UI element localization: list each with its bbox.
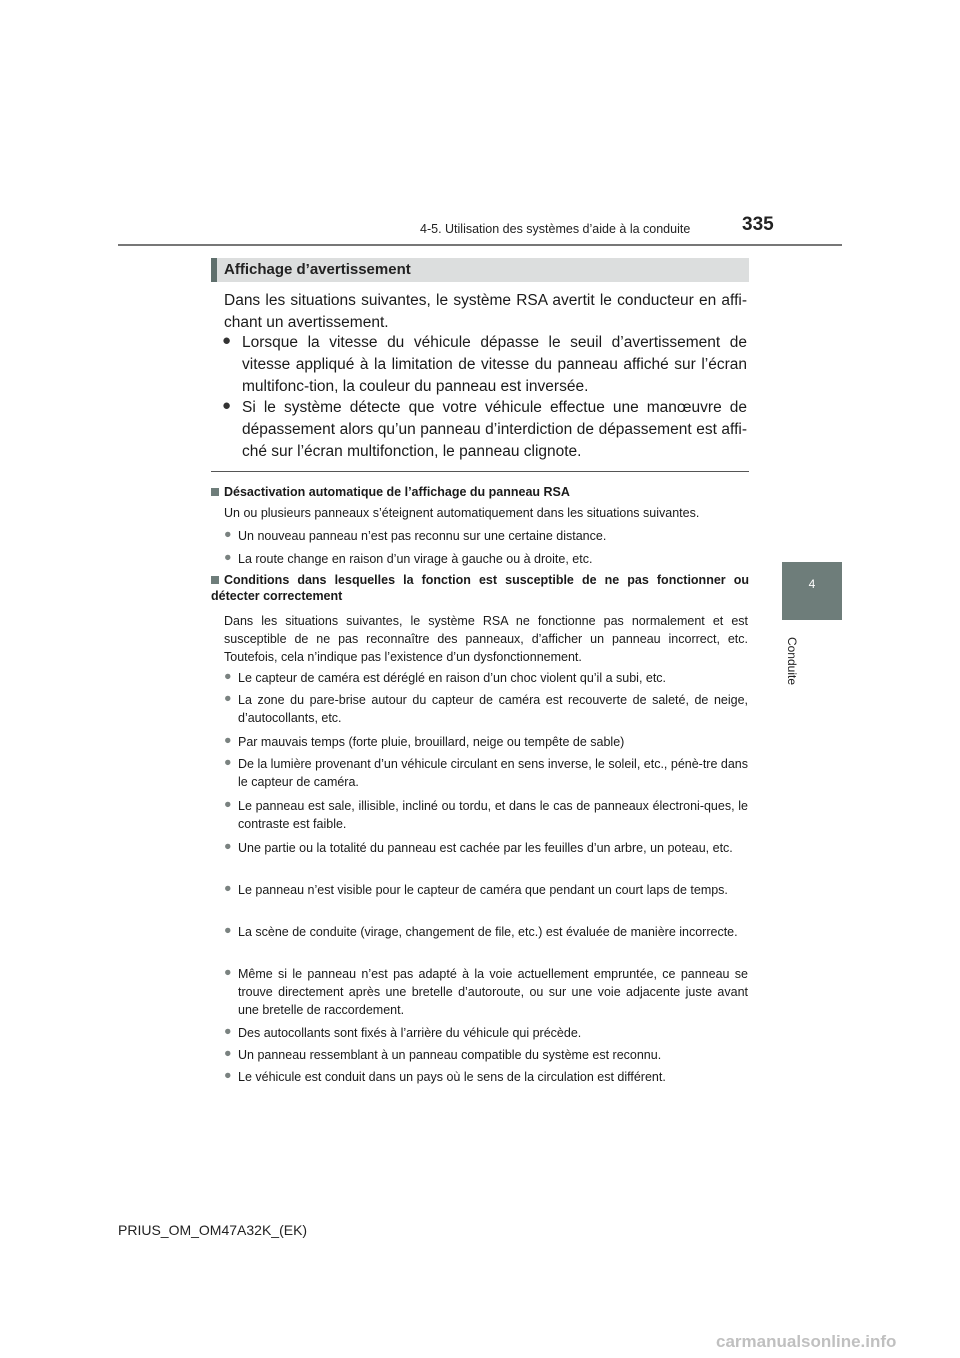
note-bullet-item: La zone du pare-brise autour du capteur de caméra est recouverte de saleté, de neige, d’autocollants, etc.: [238, 693, 748, 725]
bullet-icon: ●: [224, 797, 232, 811]
chapter-tab: [782, 562, 842, 620]
note-heading-text: Conditions dans lesquelles la fonction est susceptible de ne pas fonctionner ou détecter correctement: [211, 573, 749, 603]
note-bullet-item: Le panneau n’est visible pour le capteur de caméra que pendant un court laps de temps.: [238, 883, 728, 897]
intro-paragraph: Dans les situations suivantes, le système RSA avertit le conducteur en affi-chant un avertissement.: [224, 292, 747, 331]
note-bullet-item: Un nouveau panneau n’est pas reconnu sur une certaine distance.: [238, 529, 607, 543]
bullet-icon: ●: [224, 669, 232, 683]
chapter-tab-label: Conduite: [785, 636, 799, 686]
bullet-icon: ●: [224, 691, 232, 705]
note-bullet-item: La scène de conduite (virage, changement de file, etc.) est évaluée de manière incorrecte.: [238, 925, 738, 939]
bullet-icon: ●: [224, 965, 232, 979]
bullet-icon: ●: [224, 923, 232, 937]
bullet-icon: ●: [224, 881, 232, 895]
bullet-icon: ●: [222, 332, 232, 349]
note-bullet-item: Par mauvais temps (forte pluie, brouillard, neige ou tempête de sable): [238, 735, 625, 749]
note-bullet-item: Le capteur de caméra est déréglé en raison d’un choc violent qu’il a subi, etc.: [238, 671, 667, 685]
note-bullet-item: Même si le panneau n’est pas adapté à la voie actuellement empruntée, ce panneau se trouve directement après une bretelle d’autoroute, ou sur une voie adjacente juste avant une bretelle de raccordement.: [238, 967, 748, 1017]
bullet-icon: ●: [224, 733, 232, 747]
section-heading: Affichage d’avertissement: [224, 261, 411, 278]
note-bullet-item: Le panneau est sale, illisible, incliné ou tordu, et dans le cas de panneaux électroni-ques, le contraste est faible.: [238, 799, 748, 831]
note-heading: [211, 572, 749, 604]
separator-rule: [211, 471, 749, 472]
document-footer: PRIUS_OM_OM47A32K_(EK): [118, 1222, 308, 1238]
section-heading-bar: [211, 258, 217, 282]
note-bullet-item: Le véhicule est conduit dans un pays où le sens de la circulation est différent.: [238, 1070, 666, 1084]
square-bullet-icon: [211, 488, 219, 496]
square-bullet-icon: [211, 576, 219, 584]
bullet-icon: ●: [224, 1024, 232, 1038]
bullet-icon: ●: [224, 527, 232, 541]
note-paragraph: Dans les situations suivantes, le système RSA ne fonctionne pas normalement et est susceptible de ne pas reconnaître des panneaux, d’afficher un panneau incorrect, etc. Toutefois, cela n’indique pas l’existence d’un dysfonctionnement.: [224, 614, 748, 664]
page-number: 335: [742, 214, 774, 235]
main-bullet-item: Si le système détecte que votre véhicule effectue une manœuvre de dépassement alors qu’un panneau d’interdiction de dépassement est affi-ché sur l’écran multifonction, le panneau clignote.: [242, 399, 747, 460]
note-bullet-item: La route change en raison d’un virage à gauche ou à droite, etc.: [238, 552, 593, 566]
note-paragraph: Un ou plusieurs panneaux s’éteignent automatiquement dans les situations suivantes.: [224, 506, 700, 520]
bullet-icon: ●: [224, 550, 232, 564]
note-bullet-item: De la lumière provenant d’un véhicule circulant en sens inverse, le soleil, etc., pénè-tre dans le capteur de caméra.: [238, 757, 748, 789]
note-bullet-item: Une partie ou la totalité du panneau est cachée par les feuilles d’un arbre, un poteau, etc.: [238, 841, 733, 855]
bullet-icon: ●: [224, 839, 232, 853]
main-bullet-item: Lorsque la vitesse du véhicule dépasse le seuil d’avertissement de vitesse appliqué à la limitation de vitesse du panneau affiché sur l’écran multifonc-tion, la couleur du panneau est inversée.: [242, 334, 747, 395]
header-rule: [118, 244, 842, 246]
note-bullet-item: Un panneau ressemblant à un panneau compatible du système est reconnu.: [238, 1048, 662, 1062]
note-heading: [211, 484, 749, 500]
watermark: carmanualsonline.info: [716, 1332, 897, 1351]
chapter-tab-number: 4: [808, 577, 816, 591]
note-bullet-item: Des autocollants sont fixés à l’arrière du véhicule qui précède.: [238, 1026, 582, 1040]
note-heading-text: Désactivation automatique de l’affichage du panneau RSA: [224, 485, 570, 499]
bullet-icon: ●: [224, 1046, 232, 1060]
running-header: 4-5. Utilisation des systèmes d’aide à la conduite: [420, 222, 691, 236]
bullet-icon: ●: [224, 755, 232, 769]
bullet-icon: ●: [224, 1068, 232, 1082]
bullet-icon: ●: [222, 397, 232, 414]
